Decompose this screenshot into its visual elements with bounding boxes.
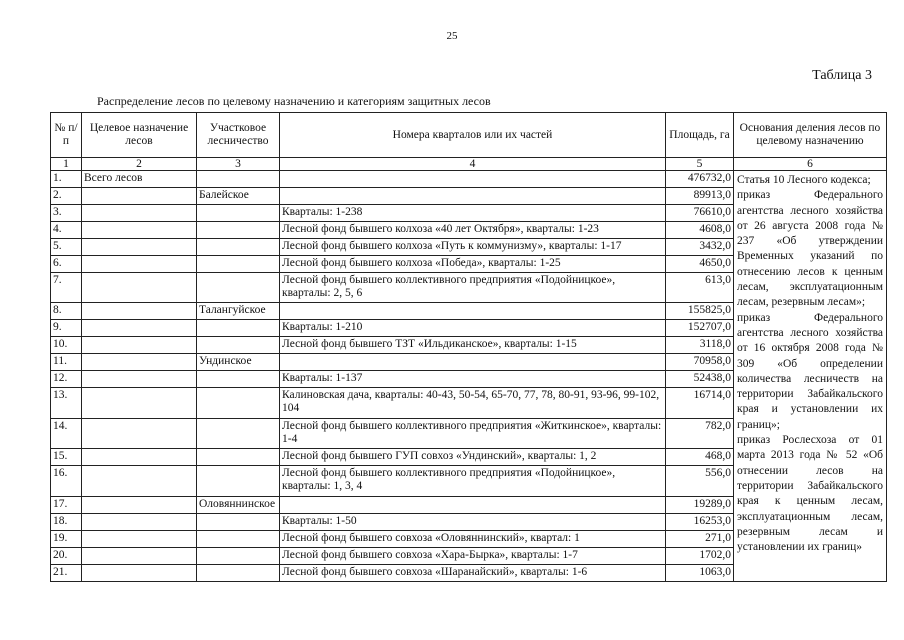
header-basis: Основания деления лесов по целевому назначению [734, 113, 887, 158]
quarters-cell: Лесной фонд бывшего коллективного предприятия «Подойницкое», кварталы: 2, 5, 6 [280, 272, 666, 303]
row-number: 13. [51, 388, 82, 419]
area-cell: 468,0 [666, 449, 734, 466]
purpose-cell [82, 320, 197, 337]
quarters-cell: Лесной фонд бывшего коллективного предприятия «Подойницкое», кварталы: 1, 3, 4 [280, 466, 666, 497]
row-number: 16. [51, 466, 82, 497]
area-cell: 19289,0 [666, 497, 734, 514]
district-cell [197, 514, 280, 531]
district-cell [197, 221, 280, 238]
header-area: Площадь, га [666, 113, 734, 158]
quarters-cell: Кварталы: 1-238 [280, 204, 666, 221]
row-number: 20. [51, 547, 82, 564]
area-cell: 16253,0 [666, 514, 734, 531]
row-number: 8. [51, 303, 82, 320]
quarters-cell: Лесной фонд бывшего колхоза «Путь к коммунизму», кварталы: 1-17 [280, 238, 666, 255]
quarters-cell: Лесной фонд бывшего совхоза «Шаранайский», кварталы: 1-6 [280, 564, 666, 581]
purpose-cell: Всего лесов [82, 171, 197, 188]
purpose-cell [82, 388, 197, 419]
purpose-cell [82, 272, 197, 303]
area-cell: 4650,0 [666, 255, 734, 272]
area-cell: 155825,0 [666, 303, 734, 320]
area-cell: 3432,0 [666, 238, 734, 255]
district-cell [197, 171, 280, 188]
column-number: 1 [51, 158, 82, 171]
quarters-cell [280, 187, 666, 204]
row-number: 4. [51, 221, 82, 238]
district-cell [197, 449, 280, 466]
purpose-cell [82, 187, 197, 204]
area-cell: 782,0 [666, 418, 734, 449]
header-purpose: Целевое назначение лесов [82, 113, 197, 158]
district-cell [197, 371, 280, 388]
purpose-cell [82, 204, 197, 221]
area-cell: 3118,0 [666, 337, 734, 354]
area-cell: 52438,0 [666, 371, 734, 388]
purpose-cell [82, 337, 197, 354]
district-cell: Балейское [197, 187, 280, 204]
row-number: 3. [51, 204, 82, 221]
quarters-cell: Лесной фонд бывшего колхоза «Победа», кварталы: 1-25 [280, 255, 666, 272]
area-cell: 1702,0 [666, 547, 734, 564]
basis-text: Статья 10 Лесного кодекса; [737, 174, 871, 186]
header-row [51, 113, 887, 158]
quarters-cell: Кварталы: 1-137 [280, 371, 666, 388]
page-number: 25 [446, 30, 458, 42]
area-cell: 1063,0 [666, 564, 734, 581]
purpose-cell [82, 221, 197, 238]
area-cell: 16714,0 [666, 388, 734, 419]
quarters-cell [280, 354, 666, 371]
district-cell [197, 547, 280, 564]
row-number: 5. [51, 238, 82, 255]
row-number: 7. [51, 272, 82, 303]
district-cell [197, 466, 280, 497]
purpose-cell [82, 303, 197, 320]
row-number: 14. [51, 418, 82, 449]
column-number: 5 [666, 158, 734, 171]
quarters-cell [280, 303, 666, 320]
purpose-cell [82, 418, 197, 449]
column-number: 2 [82, 158, 197, 171]
column-number: 3 [197, 158, 280, 171]
column-number-row [51, 158, 887, 171]
purpose-cell [82, 371, 197, 388]
basis-text: приказ Федерального агентства лесного хозяйства от 26 августа 2008 года № 237 «Об утверждении Временных указаний по отнесению лесов к ценным лесам, эксплуатационным лесам, резервным лесам»; [737, 189, 883, 309]
district-cell [197, 255, 280, 272]
row-number: 1. [51, 171, 82, 188]
basis-cell [734, 171, 887, 582]
row-number: 15. [51, 449, 82, 466]
district-cell [197, 418, 280, 449]
quarters-cell: Лесной фонд бывшего совхоза «Оловяннинский», квартал: 1 [280, 531, 666, 548]
quarters-cell: Калиновская дача, кварталы: 40-43, 50-54, 65-70, 77, 78, 80-91, 93-96, 99-102, 104 [280, 388, 666, 419]
row-number: 18. [51, 514, 82, 531]
column-number: 4 [280, 158, 666, 171]
district-cell [197, 388, 280, 419]
row-number: 11. [51, 354, 82, 371]
district-cell [197, 238, 280, 255]
basis-text: приказ Рослесхоза от 01 марта 2013 года № 52 «Об отнесении лесов на территории Забайкальского края к ценным лесам, эксплуатационным лесам, резервным лесам и установлении их границ» [737, 434, 883, 554]
row-number: 12. [51, 371, 82, 388]
purpose-cell [82, 449, 197, 466]
area-cell: 556,0 [666, 466, 734, 497]
area-cell: 152707,0 [666, 320, 734, 337]
district-cell: Ундинское [197, 354, 280, 371]
purpose-cell [82, 514, 197, 531]
row-number: 17. [51, 497, 82, 514]
quarters-cell: Кварталы: 1-50 [280, 514, 666, 531]
area-cell: 271,0 [666, 531, 734, 548]
area-cell: 4608,0 [666, 221, 734, 238]
quarters-cell: Кварталы: 1-210 [280, 320, 666, 337]
purpose-cell [82, 497, 197, 514]
quarters-cell: Лесной фонд бывшего совхоза «Хара-Бырка», кварталы: 1-7 [280, 547, 666, 564]
row-number: 9. [51, 320, 82, 337]
area-cell: 76610,0 [666, 204, 734, 221]
row-number: 6. [51, 255, 82, 272]
row-number: 21. [51, 564, 82, 581]
quarters-cell [280, 497, 666, 514]
quarters-cell: Лесной фонд бывшего коллективного предприятия «Житкинское», кварталы: 1-4 [280, 418, 666, 449]
quarters-cell: Лесной фонд бывшего ГУП совхоз «Ундинский», кварталы: 1, 2 [280, 449, 666, 466]
purpose-cell [82, 531, 197, 548]
quarters-cell [280, 171, 666, 188]
table-body [51, 171, 887, 582]
purpose-cell [82, 238, 197, 255]
district-cell [197, 204, 280, 221]
header-number: № п/п [51, 113, 82, 158]
table-row [51, 171, 887, 188]
purpose-cell [82, 466, 197, 497]
basis-text: приказ Федерального агентства лесного хозяйства от 16 октября 2008 года № 309 «Об определении количества лесничеств на территории Забайкальского края и установлении их границ»; [737, 311, 883, 431]
area-cell: 613,0 [666, 272, 734, 303]
district-cell [197, 272, 280, 303]
district-cell [197, 320, 280, 337]
purpose-cell [82, 354, 197, 371]
table-label: Таблица 3 [812, 68, 872, 83]
row-number: 2. [51, 187, 82, 204]
area-cell: 70958,0 [666, 354, 734, 371]
quarters-cell: Лесной фонд бывшего колхоза «40 лет Октября», кварталы: 1-23 [280, 221, 666, 238]
district-cell: Оловяннинское [197, 497, 280, 514]
district-cell: Талангуйское [197, 303, 280, 320]
area-cell: 476732,0 [666, 171, 734, 188]
quarters-cell: Лесной фонд бывшего ТЗТ «Ильдиканское», кварталы: 1-15 [280, 337, 666, 354]
row-number: 10. [51, 337, 82, 354]
header-quarters: Номера кварталов или их частей [280, 113, 666, 158]
table-caption: Распределение лесов по целевому назначению и категориям защитных лесов [97, 94, 491, 108]
column-number: 6 [734, 158, 887, 171]
row-number: 19. [51, 531, 82, 548]
purpose-cell [82, 547, 197, 564]
area-cell: 89913,0 [666, 187, 734, 204]
district-cell [197, 531, 280, 548]
purpose-cell [82, 255, 197, 272]
district-cell [197, 337, 280, 354]
district-cell [197, 564, 280, 581]
purpose-cell [82, 564, 197, 581]
forest-distribution-table [50, 112, 887, 582]
header-district: Участковое лесничество [197, 113, 280, 158]
